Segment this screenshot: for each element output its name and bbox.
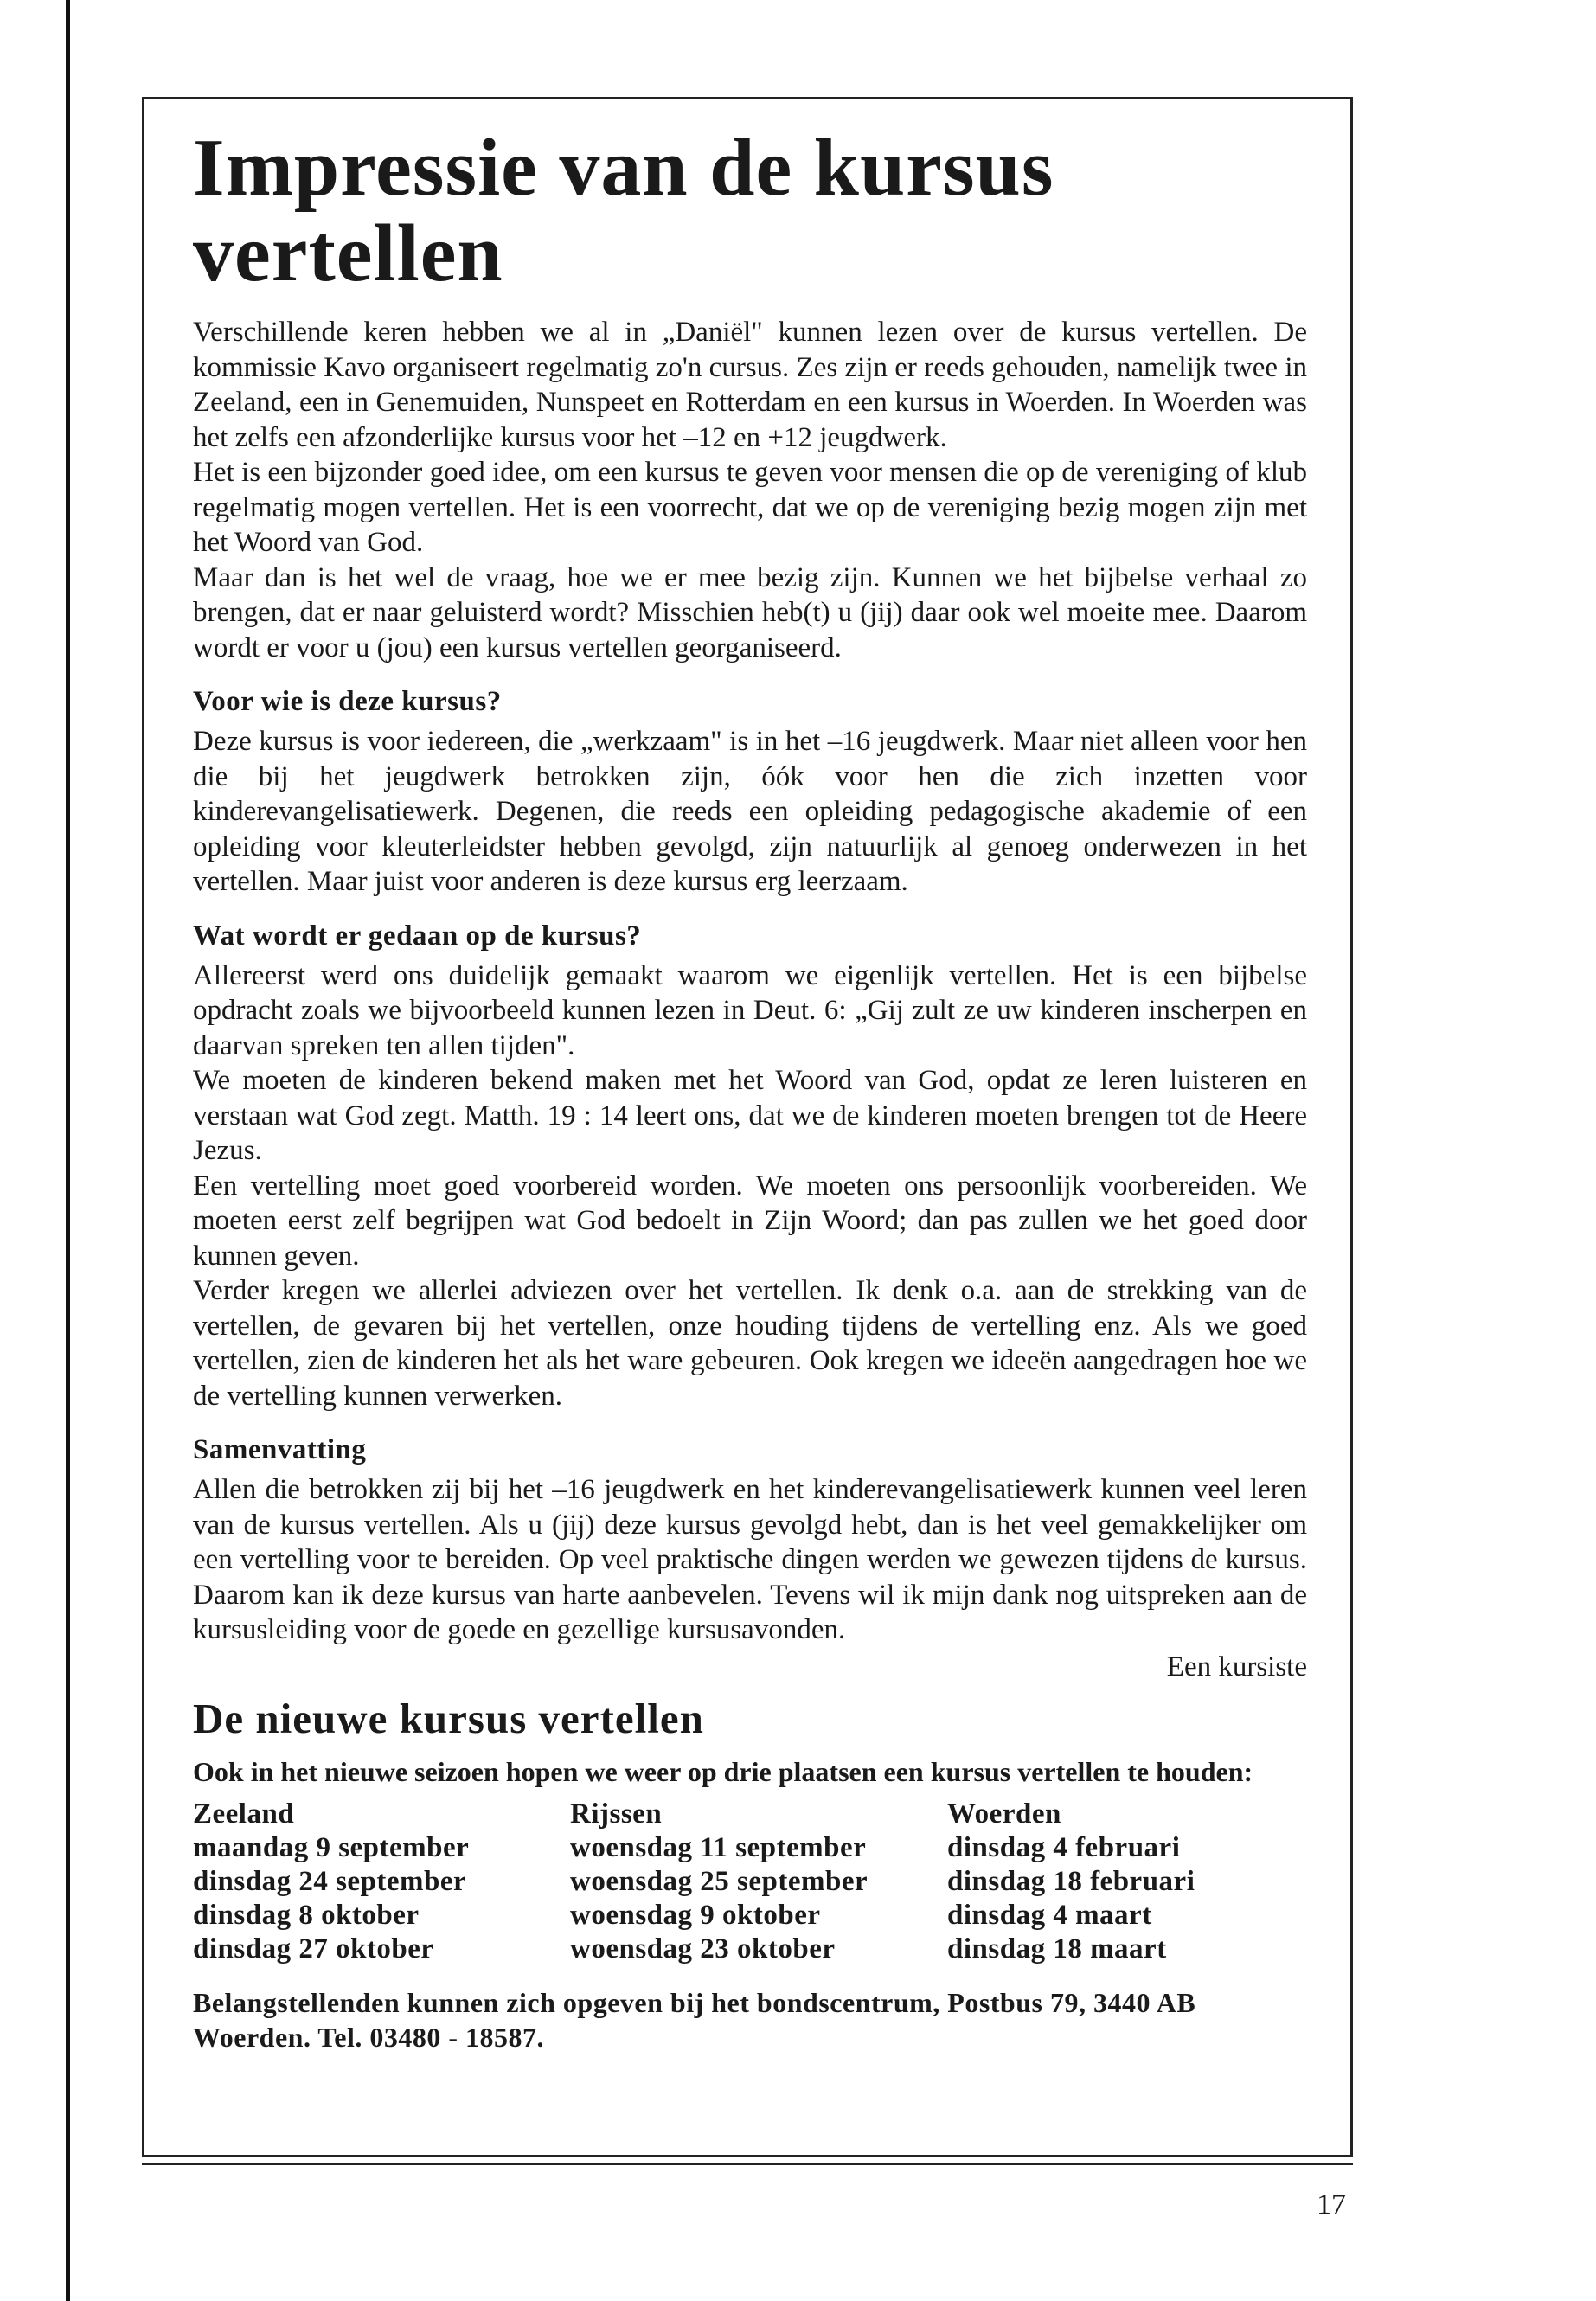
schedule-location: Zeeland bbox=[193, 1798, 295, 1830]
schedule-date: woensdag 23 oktober bbox=[570, 1933, 836, 1965]
schedule-column-zeeland bbox=[193, 1798, 570, 1966]
schedule-date: dinsdag 8 oktober bbox=[193, 1900, 420, 1932]
contact-info: Belangstellenden kunnen zich opgeven bij het bondscentrum, Postbus 79, 3440 AB Woerden. Tel. 03480 - 18587. bbox=[193, 1987, 1196, 2054]
schedule-date: dinsdag 27 oktober bbox=[193, 1933, 434, 1965]
intro-paragraph-2: Het is een bijzonder goed idee, om een kursus te geven voor mensen die op de vereniging of klub regelmatig mogen vertellen. Het is een voorrecht, dat we op de vereniging bezig mogen zijn met het Woord van God. bbox=[193, 457, 1307, 559]
section-heading-wat-wordt: Wat wordt er gedaan op de kursus? bbox=[193, 920, 642, 952]
section2-paragraph-1: Allereerst werd ons duidelijk gemaakt waarom we eigenlijk vertellen. Het is een bijbelse opdracht zoals we bijvoorbeeld kunnen lezen in Deut. 6: „Gij zult ze uw kinderen inscherpen en daarvan spreken ten allen tijden". bbox=[193, 959, 1307, 1061]
section1-paragraph-1: Deze kursus is voor iedereen, die „werkzaam" is in het –16 jeugdwerk. Maar niet alleen voor hen die bij het jeugdwerk betrokken zijn, óók voor hen die zich inzetten voor kinderevangelisatiewerk. Degenen, die reeds een opleiding pedagogische akademie of een opleiding voor kleuterleidster hebben gevolgd, zijn natuurlijk al genoeg onderwezen in het vertellen. Maar juist voor anderen is deze kursus erg leerzaam. bbox=[193, 726, 1307, 898]
schedule-date: dinsdag 4 maart bbox=[947, 1900, 1152, 1932]
page-number: 17 bbox=[1317, 2189, 1346, 2221]
binding-edge-line bbox=[66, 0, 70, 2301]
schedule-column-woerden bbox=[947, 1798, 1307, 1966]
intro-paragraph-3: Maar dan is het wel de vraag, hoe we er mee bezig zijn. Kunnen we het bijbelse verhaal zo brengen, dat er naar geluisterd wordt? Misschien heb(t) u (jij) daar ook wel moeite mee. Daarom wordt er voor u (jou) een kursus vertellen georganiseerd. bbox=[193, 561, 1307, 663]
schedule-column-rijssen bbox=[570, 1798, 947, 1966]
article-frame bbox=[142, 97, 1353, 2157]
intro-paragraph-1: Verschillende keren hebben we al in „Daniël" kunnen lezen over de kursus vertellen. De kommissie Kavo organiseert regelmatig zo'n cursus. Zes zijn er reeds gehouden, namelijk twee in Zeeland, een in Genemuiden, Nunspeet en Rotterdam en een kursus in Woerden. In Woerden was het zelfs een afzonderlijke kursus voor het –12 en +12 jeugdwerk. bbox=[193, 317, 1307, 453]
section2-paragraph-3: Een vertelling moet goed voorbereid worden. We moeten ons persoonlijk voorbereiden. We moeten eerst zelf begrijpen wat God bedoelt in Zijn Woord; dan pas zullen we het goed door kunnen geven. bbox=[193, 1170, 1307, 1272]
section-heading-samenvatting: Samenvatting bbox=[193, 1434, 367, 1466]
section2-paragraph-2: We moeten de kinderen bekend maken met het Woord van God, opdat ze leren luisteren en verstaan wat God zegt. Matth. 19 : 14 leert ons, dat we de kinderen moeten brengen tot de Heere Jezus. bbox=[193, 1065, 1307, 1167]
schedule-date: maandag 9 september bbox=[193, 1832, 470, 1864]
schedule-date: woensdag 9 oktober bbox=[570, 1900, 821, 1932]
schedule-table bbox=[193, 1798, 1307, 1966]
announcement-intro: Ook in het nieuwe seizoen hopen we weer op drie plaatsen een kursus vertellen te houden: bbox=[193, 1756, 1253, 1788]
section-heading-voor-wie: Voor wie is deze kursus? bbox=[193, 686, 502, 718]
schedule-date: woensdag 25 september bbox=[570, 1866, 869, 1898]
article-title: Impressie van de kursus vertellen bbox=[193, 123, 1054, 298]
section3-paragraph-1: Allen die betrokken zij bij het –16 jeugdwerk en het kinderevangelisatiewerk kunnen veel leren van de kursus vertellen. Als u (jij) deze kursus gevolgd hebt, dan is het veel gemakkelijker om een vertelling voor te bereiden. Op veel praktische dingen werden we gewezen tijdens de kursus. Daarom kan ik deze kursus van harte aanbevelen. Tevens wil ik mijn dank nog uitspreken aan de kursusleiding voor de goede en gezellige kursusavonden. bbox=[193, 1474, 1307, 1646]
schedule-location: Woerden bbox=[947, 1798, 1061, 1830]
announcement-title: De nieuwe kursus vertellen bbox=[193, 1694, 704, 1742]
schedule-date: dinsdag 18 maart bbox=[947, 1933, 1167, 1965]
signature: Een kursiste bbox=[1166, 1650, 1307, 1682]
schedule-date: woensdag 11 september bbox=[570, 1832, 867, 1864]
schedule-date: dinsdag 24 september bbox=[193, 1866, 467, 1898]
schedule-date: dinsdag 18 februari bbox=[947, 1866, 1195, 1898]
schedule-date: dinsdag 4 februari bbox=[947, 1832, 1181, 1864]
section2-paragraph-4: Verder kregen we allerlei adviezen over het vertellen. Ik denk o.a. aan de strekking van de vertellen, de gevaren bij het vertellen, onze houding tijdens de vertelling enz. Als we goed vertellen, zien de kinderen het als het ware gebeuren. Ook kregen we ideeën aangedragen hoe we de vertelling kunnen verwerken. bbox=[193, 1275, 1307, 1412]
schedule-location: Rijssen bbox=[570, 1798, 663, 1830]
